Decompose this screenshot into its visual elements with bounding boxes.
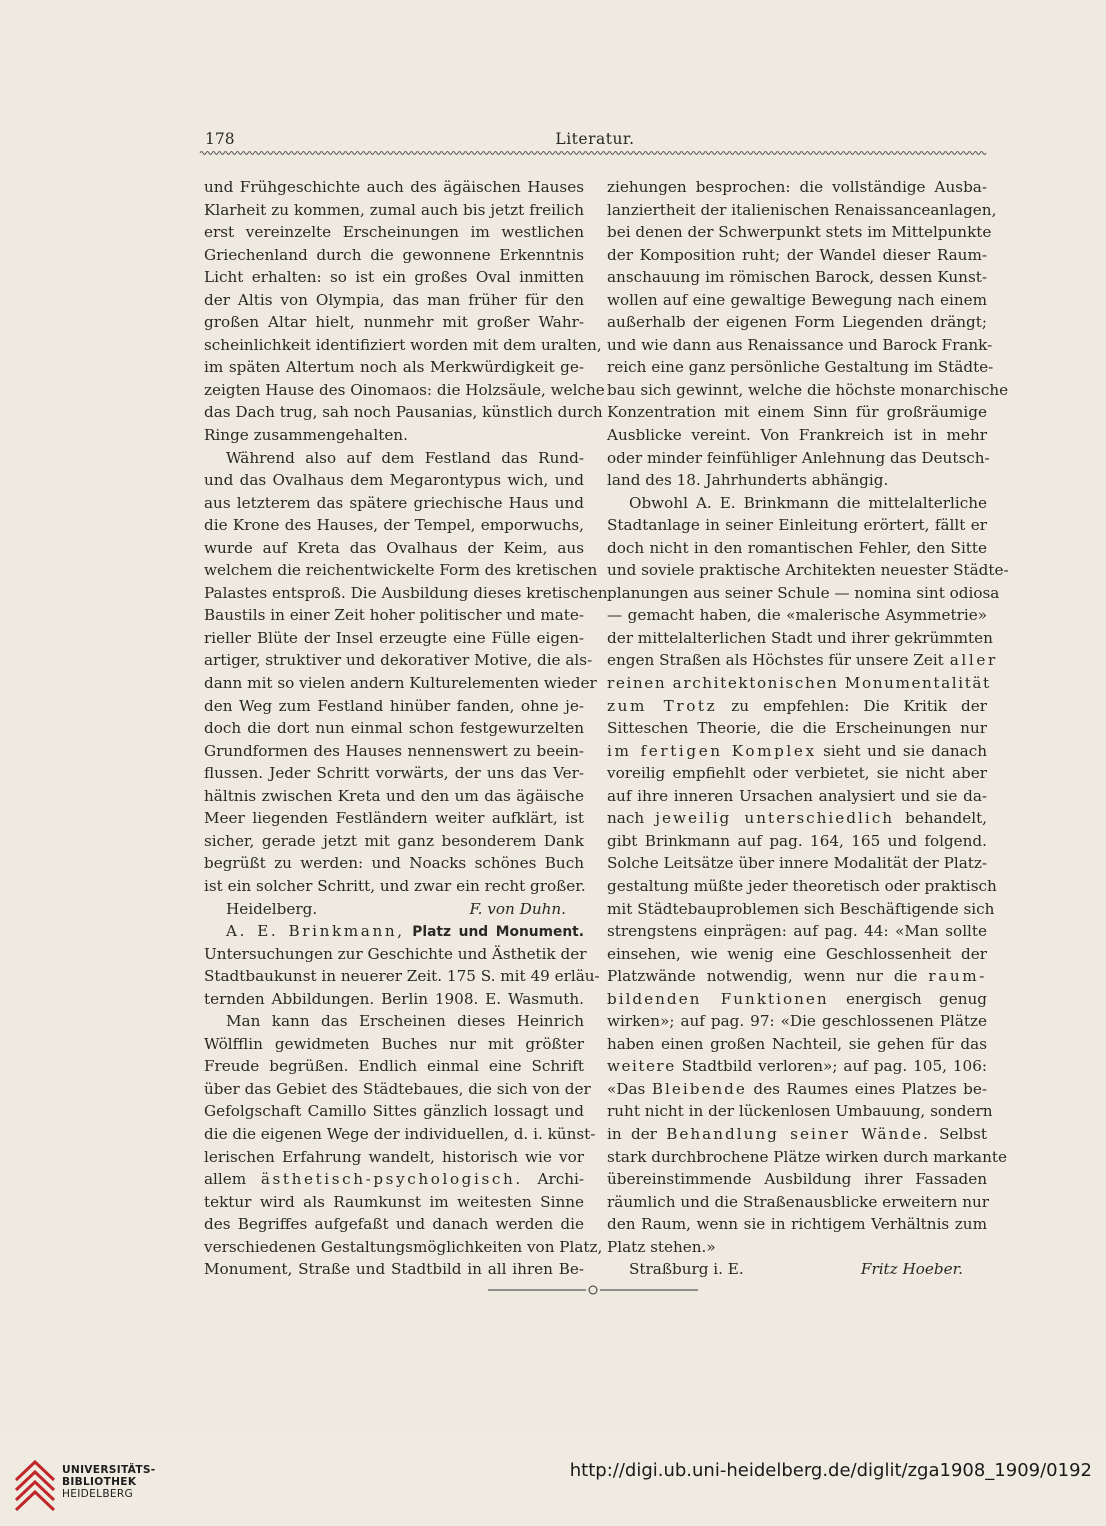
text-line: Während also auf dem Festland das Rund- (226, 448, 584, 467)
signature-author: F. von Duhn. (469, 899, 566, 918)
text-line: doch nicht in den romantischen Fehler, den Sitte (607, 538, 987, 557)
text-line: Licht erhalten: so ist ein großes Oval inmitten (204, 268, 584, 287)
text-line: Stadtbaukunst in neuerer Zeit. 175 S. mit 49 erläu- (204, 967, 600, 986)
text-line: reinen architektonischen Monumentalität (607, 674, 991, 693)
left-column (204, 176, 608, 1281)
text-line: gestaltung müßte jeder theoretisch oder praktisch (607, 876, 997, 895)
university-library-logo-icon (12, 1458, 58, 1514)
text-line: doch die dort nun einmal schon festgewurzelten (204, 719, 584, 738)
review-book-title: Platz und Monument. (412, 924, 585, 941)
signature-place: Heidelberg. (226, 899, 318, 918)
text-line: Gefolgschaft Camillo Sittes gänzlich lossagt und (204, 1102, 584, 1121)
text-line: allem ästhetisch-psychologisch. Archi- (204, 1170, 584, 1189)
left-paragraphs (204, 176, 608, 898)
text-line: planungen aus seiner Schule — nomina sint odiosa (607, 583, 1000, 602)
permalink-url[interactable]: http://digi.ub.uni-heidelberg.de/diglit/zga1908_1909/0192 (569, 1460, 1092, 1481)
right-paragraphs (607, 176, 1009, 672)
end-divider (488, 1282, 698, 1298)
review-paragraph-end (204, 1191, 603, 1281)
text-line: über das Gebiet des Städtebaues, die sich von der (204, 1079, 591, 1098)
text-line: flussen. Jeder Schritt vorwärts, der uns das Ver- (204, 764, 584, 783)
text-line: land des 18. Jahrhunderts abhängig. (607, 471, 889, 490)
text-line: ist ein solcher Schritt, und zwar ein recht großer. (204, 876, 586, 895)
text-line: im späten Altertum noch als Merkwürdigkeit ge- (204, 358, 584, 377)
text-line: begrüßt zu werden: und Noacks schönes Buch (204, 854, 584, 873)
text-line: stark durchbrochene Plätze wirken durch markante (607, 1147, 1007, 1166)
text-line: in der Behandlung seiner Wände. Selbst (607, 1124, 988, 1143)
text-line: Sitteschen Theorie, die die Erscheinungen nur (607, 719, 987, 738)
text-line: wurde auf Kreta das Ovalhaus der Keim, aus (204, 538, 584, 557)
text-line: zum Trotz zu empfehlen: Die Kritik der (607, 696, 987, 715)
text-line: Stadtanlage in seiner Einleitung erörtert, fällt er (607, 516, 987, 535)
text-line: strengstens einprägen: auf pag. 44: «Man sollte (607, 922, 987, 941)
text-line: lerischen Erfahrung wandelt, historisch wie vor (204, 1147, 584, 1166)
text-line: und soviele praktische Architekten neuester Städte- (607, 561, 1009, 580)
text-line: Ringe zusammengehalten. (204, 426, 408, 445)
text-line: der Altis von Olympia, das man früher für den (204, 290, 584, 309)
signature-heidelberg (204, 898, 584, 921)
text-line: — gemacht haben, die «malerische Asymmetrie» (607, 606, 987, 625)
text-line: das Dach trug, sah noch Pausanias, künstlich durch (204, 403, 603, 422)
text-line: die Krone des Hauses, der Tempel, emporwuchs, (204, 516, 584, 535)
text-line: Meer liegenden Festländern weiter aufklärt, ist (204, 809, 584, 828)
text-line: Platzwände notwendig, wenn nur die raum- (607, 967, 987, 986)
text-line: Klarheit zu kommen, zumal auch bis jetzt freilich (204, 200, 584, 219)
text-line: ruht nicht in der lückenlosen Umbauung, sondern (607, 1102, 993, 1121)
text-line: hältnis zwischen Kreta und den um das ägäische (204, 786, 584, 805)
text-line: der mittelalterlichen Stadt und ihrer gekrümmten (607, 628, 993, 647)
text-line: Ausblicke vereint. Von Frankreich ist in mehr (607, 426, 987, 445)
text-line: welchem die reichentwickelte Form des kretischen (204, 561, 598, 580)
text-line: oder minder feinfühliger Anlehnung das Deutsch- (607, 448, 990, 467)
text-line: Monument, Straße und Stadtbild in all ihren Be- (204, 1260, 584, 1279)
text-line: engen Straßen als Höchstes für unsere Zeit aller (607, 651, 998, 670)
text-line: bei denen der Schwerpunkt stets im Mittelpunkte (607, 223, 992, 242)
text-line: haben einen großen Nachteil, sie gehen für das (607, 1034, 987, 1053)
text-line: weitere Stadtbild verloren»; auf pag. 105, 106: (607, 1057, 987, 1076)
text-line: Baustils in einer Zeit hoher politischer und mate- (204, 606, 584, 625)
text-line: Freude begrüßen. Endlich einmal eine Schrift (204, 1057, 584, 1076)
text-line: aus letzterem das spätere griechische Haus und (204, 493, 584, 512)
text-line: verschiedenen Gestaltungsmöglichkeiten von Platz, (204, 1237, 603, 1256)
page-number: 178 (205, 130, 235, 148)
text-line: im fertigen Komplex sieht und sie danach (607, 741, 987, 760)
text-line: den Raum, wenn sie in richtigem Verhältnis zum (607, 1215, 987, 1234)
text-line: anschauung im römischen Barock, dessen Kunst- (607, 268, 987, 287)
review-author: A. E. Brinkmann, (226, 922, 405, 941)
text-line: «Das Bleibende des Raumes eines Platzes be- (607, 1079, 987, 1098)
text-line: artiger, struktiver und dekorativer Motive, die als- (204, 651, 593, 670)
text-line: außerhalb der eigenen Form Liegenden drängt; (607, 313, 987, 332)
library-name-line: BIBLIOTHEK (62, 1476, 137, 1488)
text-line: Untersuchungen zur Geschichte und Ästhetik der (204, 944, 587, 963)
text-line: und das Ovalhaus dem Megarontypus wich, und (204, 471, 584, 490)
signature-author: Fritz Hoeber. (860, 1260, 963, 1279)
text-line: die die eigenen Wege der individuellen, d. i. künst- (204, 1124, 596, 1143)
text-line: übereinstimmende Ausbildung ihrer Fassaden (607, 1170, 987, 1189)
text-line: voreilig empfiehlt oder verbietet, sie nicht aber (607, 764, 987, 783)
text-line: erst vereinzelte Erscheinungen im westlichen (204, 223, 584, 242)
text-line: auf ihre inneren Ursachen analysiert und sie da- (607, 786, 987, 805)
text-line: Man kann das Erscheinen dieses Heinrich (226, 1012, 584, 1031)
text-line: gibt Brinkmann auf pag. 164, 165 und folgend. (607, 831, 987, 850)
review-bibliography (204, 943, 600, 1168)
text-line: Grundformen des Hauses nennenswert zu beein- (204, 741, 584, 760)
text-line: räumlich und die Straßenausblicke erweitern nur (607, 1192, 990, 1211)
text-line: bau sich gewinnt, welche die höchste monarchische (607, 380, 1009, 399)
text-line: einsehen, wie wenig eine Geschlossenheit der (607, 944, 987, 963)
running-title: Literatur. (555, 130, 635, 148)
text-line: Wölfflin gewidmeten Buches nur mit größter (204, 1034, 584, 1053)
text-line: und Frühgeschichte auch des ägäischen Hauses (204, 178, 584, 196)
text-line: ternden Abbildungen. Berlin 1908. E. Wasmuth. (204, 989, 584, 1008)
right-column (607, 176, 1009, 1281)
text-line: mit Städtebauproblemen sich Beschäftigende sich (607, 899, 995, 918)
signature-strassburg (607, 1258, 987, 1281)
text-line: ziehungen besprochen: die vollständige Ausba- (607, 178, 987, 196)
text-line: sicher, gerade jetzt mit ganz besonderem Dank (204, 831, 584, 850)
header-wavy-rule (200, 149, 986, 157)
text-line: großen Altar hielt, nunmehr mit großer Wahr- (204, 313, 584, 332)
library-name (62, 1464, 156, 1500)
text-line: rieller Blüte der Insel erzeugte eine Fülle eigen- (204, 628, 584, 647)
text-line: nach jeweilig unterschiedlich behandelt, (607, 809, 988, 828)
text-line: Palastes entsproß. Die Ausbildung dieses kretischen (204, 583, 608, 602)
signature-place: Straßburg i. E. (629, 1260, 744, 1279)
text-line: reich eine ganz persönliche Gestaltung im Städte- (607, 358, 994, 377)
text-line: dann mit so vielen andern Kulturelementen wieder (204, 674, 597, 693)
text-line: Solche Leitsätze über innere Modalität der Platz- (607, 854, 987, 873)
text-line: des Begriffes aufgefaßt und danach werden die (204, 1215, 584, 1234)
text-line: Obwohl A. E. Brinkmann die mittelalterliche (629, 493, 987, 512)
text-line: und wie dann aus Renaissance und Barock Frank- (607, 335, 993, 354)
text-line: scheinlichkeit identifiziert worden mit dem uralten, (204, 335, 602, 354)
review-heading (204, 920, 584, 943)
text-line: tektur wird als Raumkunst im weitesten Sinne (204, 1192, 584, 1211)
text-line: wollen auf eine gewaltige Bewegung nach einem (607, 290, 987, 309)
text-line: den Weg zum Festland hinüber fanden, ohne je- (204, 696, 584, 715)
text-line: Griechenland durch die gewonnene Erkenntnis (204, 245, 584, 264)
text-line: bildenden Funktionen energisch genug (607, 989, 987, 1008)
text-line: lanziertheit der italienischen Renaissanceanlagen, (607, 200, 997, 219)
text-line: der Komposition ruht; der Wandel dieser Raum- (607, 245, 987, 264)
library-name-line: UNIVERSITÄTS- (62, 1464, 156, 1476)
text-line: wirken»; auf pag. 97: «Die geschlossenen Plätze (607, 1012, 987, 1031)
text-line: Platz stehen.» (607, 1237, 716, 1256)
library-name-line: HEIDELBERG (62, 1488, 134, 1500)
text-line: Konzentration mit einem Sinn für großräumige (607, 403, 987, 422)
text-line: zeigten Hause des Oinomaos: die Holzsäule, welche (204, 380, 605, 399)
